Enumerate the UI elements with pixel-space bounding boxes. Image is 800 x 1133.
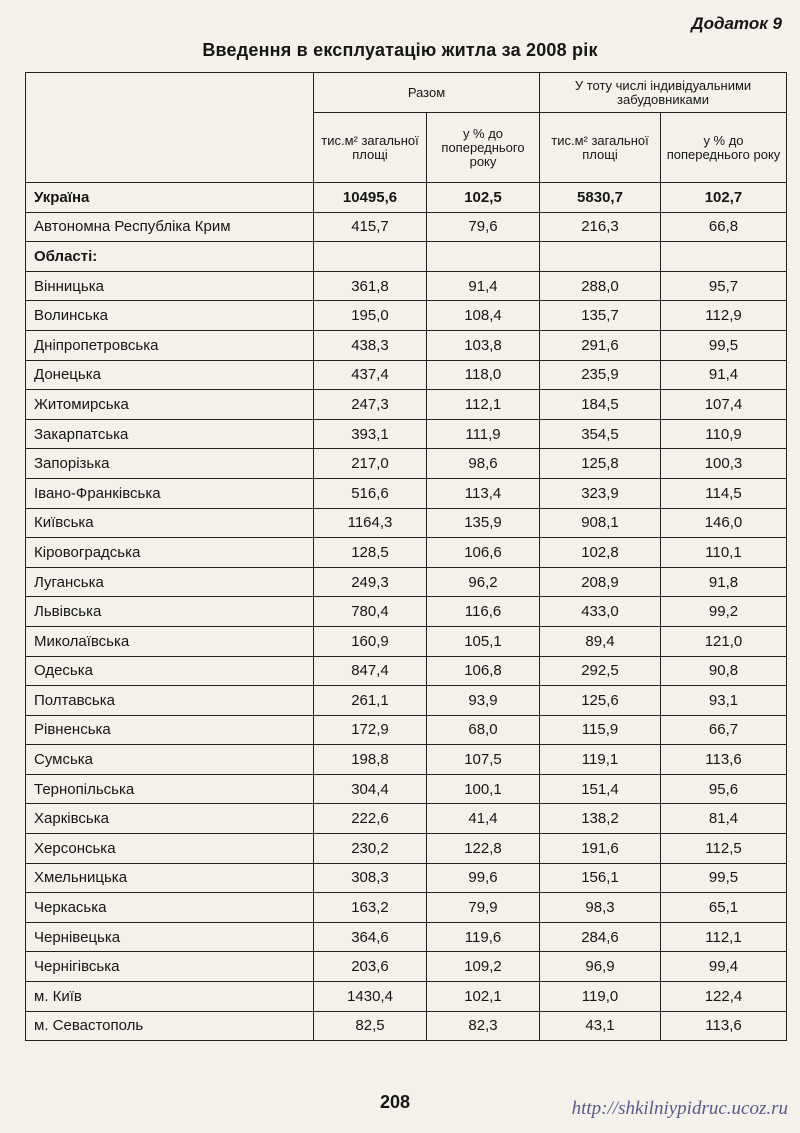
region-name: Хмельницька	[26, 863, 314, 893]
cell-area-ind: 908,1	[540, 508, 661, 538]
cell-area: 438,3	[314, 330, 427, 360]
cell-pct-ind: 99,5	[661, 863, 787, 893]
table-row	[26, 330, 787, 360]
region-header	[26, 73, 314, 183]
housing-table	[25, 72, 787, 1041]
cell-pct: 41,4	[427, 804, 540, 834]
pct-ind-header: у % до попереднього року	[661, 113, 787, 183]
cell-area-ind: 43,1	[540, 1011, 661, 1041]
table-row	[26, 952, 787, 982]
cell-pct: 99,6	[427, 863, 540, 893]
table-row	[26, 834, 787, 864]
area-header: тис.м² загальної площі	[314, 113, 427, 183]
cell-pct: 68,0	[427, 715, 540, 745]
table-row	[26, 212, 787, 242]
region-name: Луганська	[26, 567, 314, 597]
cell-pct-ind: 91,8	[661, 567, 787, 597]
cell-area-ind: 119,0	[540, 982, 661, 1012]
cell-pct: 102,5	[427, 183, 540, 213]
cell-pct-ind	[661, 242, 787, 272]
region-name: Київська	[26, 508, 314, 538]
cell-pct-ind: 66,7	[661, 715, 787, 745]
cell-pct-ind: 95,6	[661, 774, 787, 804]
region-name: Області:	[26, 242, 314, 272]
table-row	[26, 183, 787, 213]
cell-area: 163,2	[314, 893, 427, 923]
cell-pct: 98,6	[427, 449, 540, 479]
cell-pct: 113,4	[427, 478, 540, 508]
cell-area	[314, 242, 427, 272]
page-number: 208	[380, 1092, 411, 1112]
cell-pct: 107,5	[427, 745, 540, 775]
cell-pct-ind: 113,6	[661, 1011, 787, 1041]
cell-area-ind: 5830,7	[540, 183, 661, 213]
region-name: м. Київ	[26, 982, 314, 1012]
cell-pct: 102,1	[427, 982, 540, 1012]
cell-area-ind: 216,3	[540, 212, 661, 242]
cell-pct: 106,8	[427, 656, 540, 686]
cell-area: 222,6	[314, 804, 427, 834]
individual-header: У тоту числі індивідуальними забудовниками	[540, 73, 787, 113]
cell-area: 261,1	[314, 686, 427, 716]
cell-pct: 105,1	[427, 626, 540, 656]
region-name: Волинська	[26, 301, 314, 331]
region-name: Черкаська	[26, 893, 314, 923]
cell-pct: 135,9	[427, 508, 540, 538]
cell-area-ind: 284,6	[540, 922, 661, 952]
cell-area: 364,6	[314, 922, 427, 952]
cell-area: 249,3	[314, 567, 427, 597]
cell-pct-ind: 81,4	[661, 804, 787, 834]
cell-pct: 103,8	[427, 330, 540, 360]
cell-area: 361,8	[314, 271, 427, 301]
cell-pct: 116,6	[427, 597, 540, 627]
cell-pct-ind: 121,0	[661, 626, 787, 656]
cell-area-ind: 138,2	[540, 804, 661, 834]
cell-area: 195,0	[314, 301, 427, 331]
cell-area-ind: 102,8	[540, 538, 661, 568]
cell-pct-ind: 107,4	[661, 390, 787, 420]
cell-pct: 79,6	[427, 212, 540, 242]
cell-pct-ind: 99,2	[661, 597, 787, 627]
cell-area: 1430,4	[314, 982, 427, 1012]
cell-pct: 91,4	[427, 271, 540, 301]
cell-pct: 108,4	[427, 301, 540, 331]
total-header: Разом	[314, 73, 540, 113]
cell-pct-ind: 99,4	[661, 952, 787, 982]
cell-pct: 100,1	[427, 774, 540, 804]
cell-area: 172,9	[314, 715, 427, 745]
area-ind-header: тис.м² загальної площі	[540, 113, 661, 183]
cell-area: 128,5	[314, 538, 427, 568]
region-name: Харківська	[26, 804, 314, 834]
table-row	[26, 478, 787, 508]
cell-pct: 119,6	[427, 922, 540, 952]
cell-area: 10495,6	[314, 183, 427, 213]
cell-area: 198,8	[314, 745, 427, 775]
table-row	[26, 419, 787, 449]
table-row	[26, 715, 787, 745]
footer-url: http://shkilniypidruc.ucoz.ru	[571, 1098, 788, 1119]
cell-area-ind: 119,1	[540, 745, 661, 775]
cell-area-ind: 235,9	[540, 360, 661, 390]
region-name: Рівненська	[26, 715, 314, 745]
table-row	[26, 390, 787, 420]
cell-pct-ind: 110,9	[661, 419, 787, 449]
table-row	[26, 774, 787, 804]
region-name: Миколаївська	[26, 626, 314, 656]
cell-pct-ind: 113,6	[661, 745, 787, 775]
region-name: Сумська	[26, 745, 314, 775]
cell-area-ind: 151,4	[540, 774, 661, 804]
region-name: Івано-Франківська	[26, 478, 314, 508]
cell-area: 516,6	[314, 478, 427, 508]
cell-area-ind: 292,5	[540, 656, 661, 686]
cell-pct-ind: 91,4	[661, 360, 787, 390]
cell-pct-ind: 112,5	[661, 834, 787, 864]
table-row	[26, 982, 787, 1012]
cell-area-ind: 135,7	[540, 301, 661, 331]
cell-area: 415,7	[314, 212, 427, 242]
cell-pct: 109,2	[427, 952, 540, 982]
cell-pct-ind: 100,3	[661, 449, 787, 479]
cell-area-ind: 291,6	[540, 330, 661, 360]
table-row	[26, 242, 787, 272]
table-row	[26, 301, 787, 331]
cell-area-ind: 115,9	[540, 715, 661, 745]
table-row	[26, 626, 787, 656]
cell-pct-ind: 90,8	[661, 656, 787, 686]
cell-area: 1164,3	[314, 508, 427, 538]
region-name: Херсонська	[26, 834, 314, 864]
pct-header: у % до попереднього року	[427, 113, 540, 183]
cell-pct: 111,9	[427, 419, 540, 449]
cell-area-ind: 354,5	[540, 419, 661, 449]
table-row	[26, 686, 787, 716]
table-row	[26, 922, 787, 952]
cell-pct-ind: 112,9	[661, 301, 787, 331]
region-name: Полтавська	[26, 686, 314, 716]
page-title: Введення в експлуатацію житла за 2008 рік	[202, 40, 598, 60]
cell-area: 393,1	[314, 419, 427, 449]
cell-area-ind: 208,9	[540, 567, 661, 597]
cell-pct-ind: 99,5	[661, 330, 787, 360]
region-name: Закарпатська	[26, 419, 314, 449]
cell-area: 437,4	[314, 360, 427, 390]
cell-area-ind: 288,0	[540, 271, 661, 301]
cell-pct-ind: 95,7	[661, 271, 787, 301]
table-row	[26, 508, 787, 538]
table-row	[26, 893, 787, 923]
table-row	[26, 745, 787, 775]
region-name: Тернопільська	[26, 774, 314, 804]
table-row	[26, 863, 787, 893]
region-name: Запорізька	[26, 449, 314, 479]
cell-area-ind: 433,0	[540, 597, 661, 627]
cell-pct: 82,3	[427, 1011, 540, 1041]
cell-area-ind: 184,5	[540, 390, 661, 420]
cell-area-ind: 156,1	[540, 863, 661, 893]
cell-area: 308,3	[314, 863, 427, 893]
table-row	[26, 656, 787, 686]
region-name: Автономна Республіка Крим	[26, 212, 314, 242]
region-name: Чернігівська	[26, 952, 314, 982]
cell-area-ind: 125,6	[540, 686, 661, 716]
table-row	[26, 360, 787, 390]
cell-pct: 118,0	[427, 360, 540, 390]
region-name: Кіровоградська	[26, 538, 314, 568]
cell-pct-ind: 102,7	[661, 183, 787, 213]
region-name: Україна	[26, 183, 314, 213]
table-row	[26, 271, 787, 301]
region-name: Вінницька	[26, 271, 314, 301]
cell-area: 230,2	[314, 834, 427, 864]
cell-area: 247,3	[314, 390, 427, 420]
table-row	[26, 597, 787, 627]
cell-pct-ind: 112,1	[661, 922, 787, 952]
cell-pct-ind: 122,4	[661, 982, 787, 1012]
cell-pct-ind: 66,8	[661, 212, 787, 242]
cell-area: 780,4	[314, 597, 427, 627]
cell-pct-ind: 110,1	[661, 538, 787, 568]
table-row	[26, 1011, 787, 1041]
cell-area: 82,5	[314, 1011, 427, 1041]
region-name: Житомирська	[26, 390, 314, 420]
cell-pct: 93,9	[427, 686, 540, 716]
cell-area-ind: 323,9	[540, 478, 661, 508]
cell-pct: 79,9	[427, 893, 540, 923]
cell-pct: 96,2	[427, 567, 540, 597]
cell-pct-ind: 114,5	[661, 478, 787, 508]
cell-pct-ind: 93,1	[661, 686, 787, 716]
cell-area-ind: 125,8	[540, 449, 661, 479]
cell-area: 203,6	[314, 952, 427, 982]
cell-pct: 106,6	[427, 538, 540, 568]
cell-area-ind: 98,3	[540, 893, 661, 923]
appendix-label: Додаток 9	[691, 14, 782, 33]
region-name: Донецька	[26, 360, 314, 390]
cell-pct	[427, 242, 540, 272]
table-row	[26, 804, 787, 834]
region-name: м. Севастополь	[26, 1011, 314, 1041]
region-name: Львівська	[26, 597, 314, 627]
cell-area-ind: 191,6	[540, 834, 661, 864]
region-name: Одеська	[26, 656, 314, 686]
table-row	[26, 538, 787, 568]
region-name: Чернівецька	[26, 922, 314, 952]
table-row	[26, 567, 787, 597]
cell-area: 217,0	[314, 449, 427, 479]
cell-area-ind: 89,4	[540, 626, 661, 656]
cell-pct-ind: 65,1	[661, 893, 787, 923]
cell-pct: 112,1	[427, 390, 540, 420]
cell-area: 160,9	[314, 626, 427, 656]
cell-area-ind	[540, 242, 661, 272]
cell-pct-ind: 146,0	[661, 508, 787, 538]
region-name: Дніпропетровська	[26, 330, 314, 360]
cell-area-ind: 96,9	[540, 952, 661, 982]
cell-pct: 122,8	[427, 834, 540, 864]
table-row	[26, 449, 787, 479]
cell-area: 304,4	[314, 774, 427, 804]
cell-area: 847,4	[314, 656, 427, 686]
